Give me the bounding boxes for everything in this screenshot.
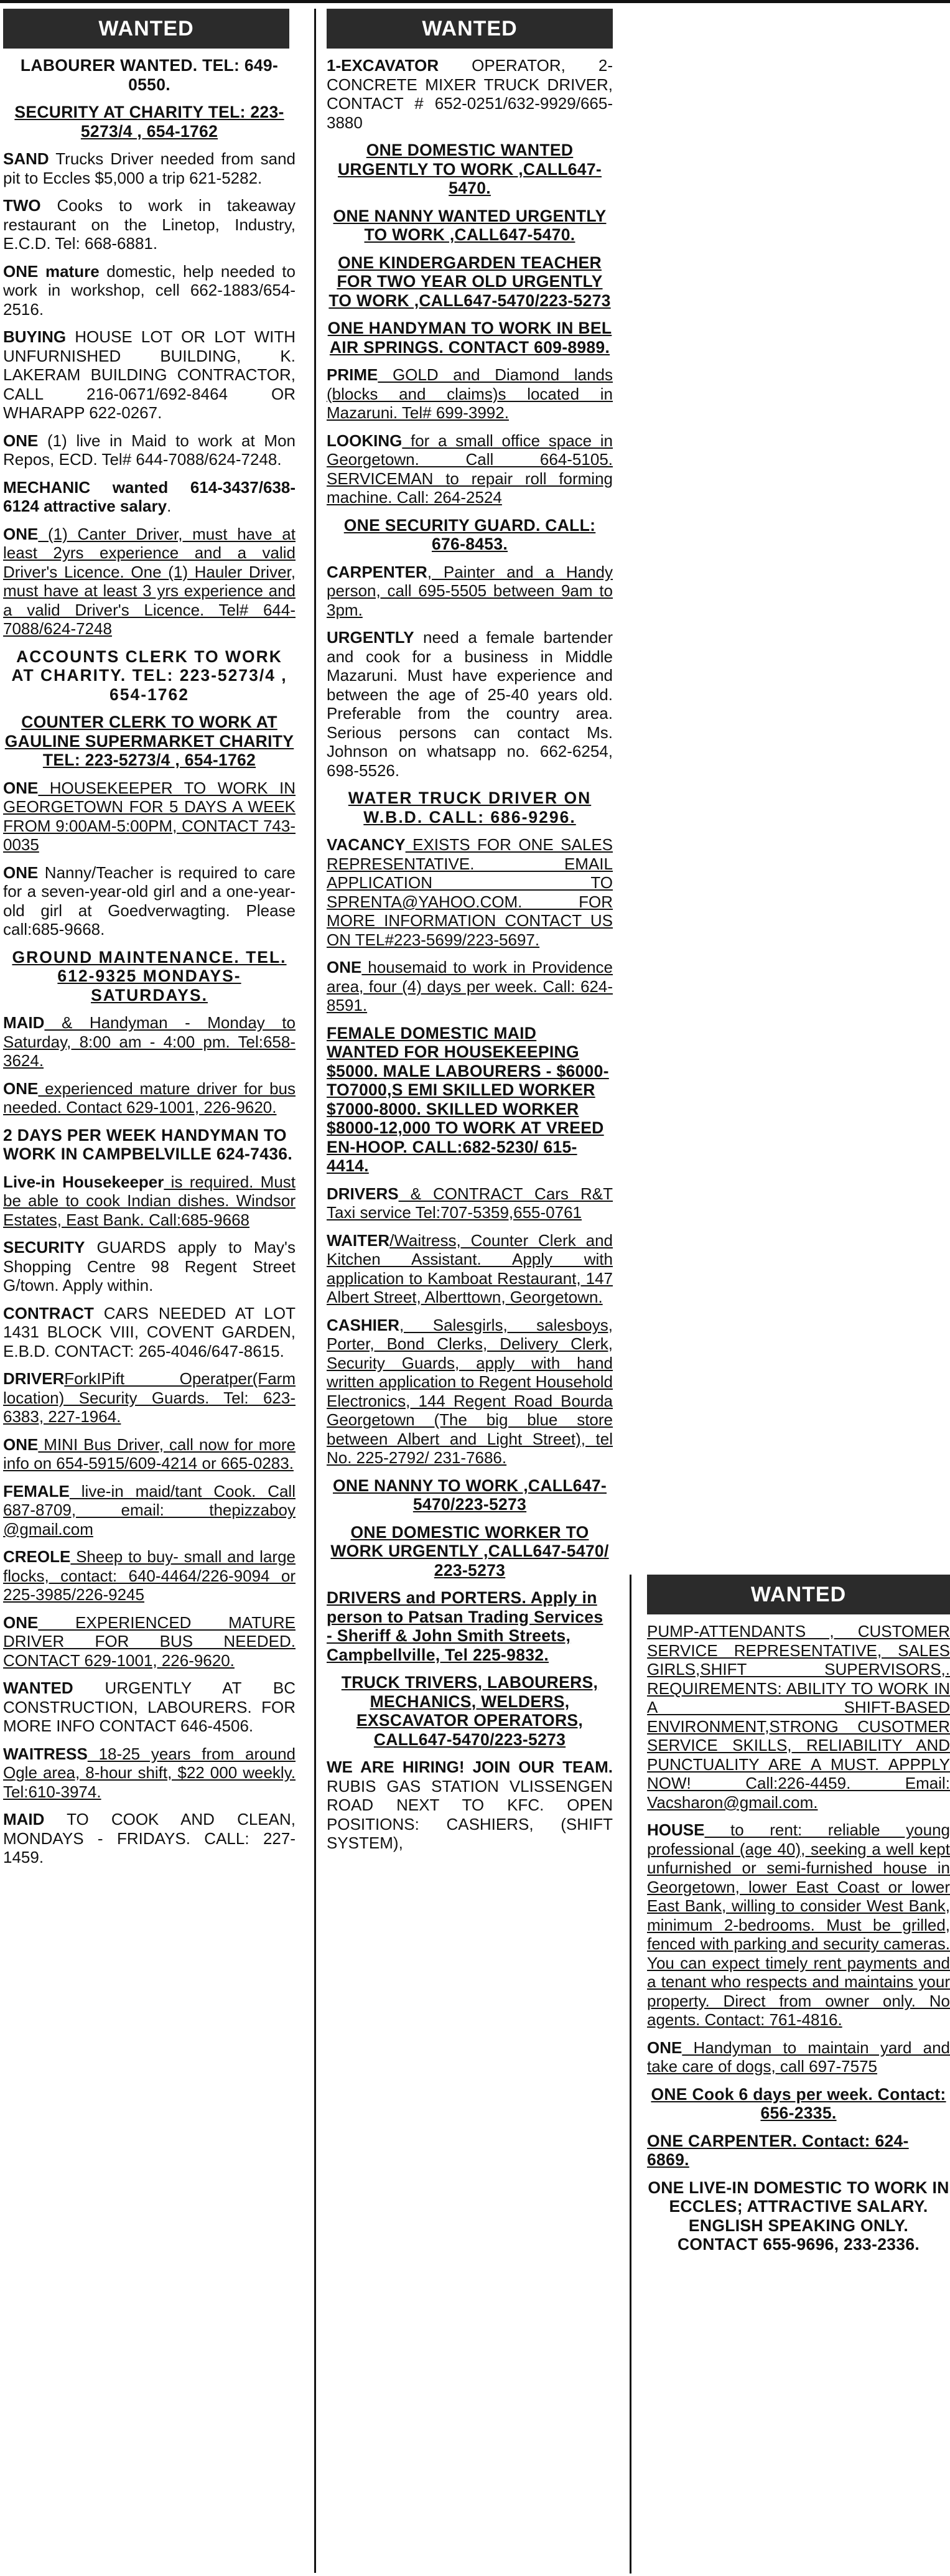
ad-lead-word: CASHIER <box>327 1315 400 1334</box>
classified-ad-bold <box>327 141 613 198</box>
ad-text: OPERATOR, 2- CONCRETE MIXER TRUCK DRIVER, CONTACT # 652-0251/632-9929/665-3880 <box>327 56 613 132</box>
ad-text: housemaid to work in Providence area, four (4) days per week. Call: 624-8591. <box>327 958 613 1014</box>
ad-lead-word: ONE <box>3 863 39 882</box>
classified-ad-bold <box>327 1024 613 1176</box>
classified-ad <box>3 1482 296 1539</box>
classified-ad <box>647 1820 950 2030</box>
classified-ad-bold <box>647 2132 950 2170</box>
classified-ad <box>327 835 613 949</box>
ad-text: /Waitress, Counter Clerk and Kitchen Assistant. Apply with application to Kamboat Restaurant, 147 Albert Street, Alberttown, Georgetown. <box>327 1230 613 1306</box>
classified-ad-bold <box>3 56 296 94</box>
ad-text: ONE NANNY WANTED URGENTLY TO WORK ,CALL647-5470. <box>333 206 607 244</box>
ad-text: is required. Must be able to cook Indian dishes. Windsor Estates, East Bank. Call:685-9668 <box>3 1172 296 1229</box>
classified-ad <box>3 1810 296 1867</box>
ad-text: need a female bartender and cook for a business in Middle Mazaruni. Must have experience and between the age of 25-40 years old. Preferable from the country area. Serious persons can contact Ms. Johnson on whatsapp no. 662-6254, 698-5526. <box>327 628 613 780</box>
classified-ad <box>3 1547 296 1604</box>
classified-ad <box>327 1184 613 1222</box>
ad-lead-word: MAID <box>3 1810 45 1829</box>
ad-text: MINI Bus Driver, call now for more info on 654-5915/609-4214 or 665-0283. <box>3 1435 296 1473</box>
ad-text: PUMP-ATTENDANTS , CUSTOMER SERVICE REPRESENTATIVE, SALES GIRLS,SHIFT SUPERVISORS,. REQUIREMENTS: ABILITY TO WORK IN A SHIFT-BASED ENVIRONMENT,STRONG CUSOTMER SERVICE SKILLS, RELIABILITY AND PUNCTUALITY ARE A MUST. APPPLY NOW! Call:226-4459. Email: Vacsharon@gmail.com. <box>647 1622 950 1812</box>
classified-ad <box>3 779 296 855</box>
classified-ad-bold <box>3 713 296 770</box>
ad-lead-word: ONE <box>3 1435 39 1454</box>
ad-text: CARS NEEDED AT LOT 1431 BLOCK VIII, COVENT GARDEN, E.B.D. CONTACT: 265-4046/647-8615. <box>3 1303 296 1361</box>
ad-text: EXPERIENCED MATURE DRIVER FOR BUS NEEDED. CONTACT 629-1001, 226-9620. <box>3 1613 296 1670</box>
classified-ad <box>3 327 296 423</box>
ad-text: & Handyman - Monday to Saturday, 8:00 am - 4:00 pm. Tel:658-3624. <box>3 1013 296 1070</box>
ad-text: ONE DOMESTIC WORKER TO WORK URGENTLY ,CALL647-5470/ 223-5273 <box>330 1522 609 1580</box>
ad-text: ACCOUNTS CLERK TO WORK AT CHARITY. TEL: 223-5273/4 , 654-1762 <box>11 647 287 704</box>
classified-ad <box>3 149 296 187</box>
classified-ad-bold <box>327 319 613 357</box>
ad-lead-word: WANTED <box>3 1679 73 1697</box>
ad-lead-word: ONE <box>3 1079 39 1098</box>
ad-text: ForkIPift Operatper(Farm location) Security Guards. Tel: 623-6383, 227-1964. <box>3 1369 296 1426</box>
ad-text: ONE LIVE-IN DOMESTIC TO WORK IN ECCLES; ATTRACTIVE SALARY. ENGLISH SPEAKING ONLY. CONTACT 655-9696, 233-2336. <box>648 2178 949 2254</box>
classified-ad-bold <box>3 1126 296 1164</box>
classified-ad <box>3 196 296 253</box>
ad-lead-word: ONE <box>3 431 39 450</box>
ad-text: COUNTER CLERK TO WORK AT GAULINE SUPERMARKET CHARITY TEL: 223-5273/4 , 654-1762 <box>4 713 294 769</box>
ad-lead-word: SECURITY <box>3 1238 85 1257</box>
ad-text: ONE Cook 6 days per week. Contact: 656-2335. <box>651 2084 946 2122</box>
top-border <box>0 0 950 3</box>
ad-lead-word: CREOLE <box>3 1547 71 1566</box>
ad-text: ONE SECURITY GUARD. CALL: 676-8453. <box>343 515 596 553</box>
classifieds-column-1 <box>3 9 296 2573</box>
ad-text: 18-25 years from around Ogle area, 8-hour shift, $22 000 weekly. Tel:610-3974. <box>3 1744 296 1801</box>
ad-text: HOUSE LOT OR LOT WITH UNFURNISHED BUILDING, K. LAKERAM BUILDING CONTRACTOR, CALL 216-0671/692-8464 OR WHARAPP 622-0267. <box>3 327 296 422</box>
ad-lead-word: WAITER <box>327 1230 390 1250</box>
ad-text: & CONTRACT Cars R&T Taxi service Tel:707-5359,655-0761 <box>327 1184 613 1222</box>
ad-text: GOLD and Diamond lands (blocks and claims)s located in Mazaruni. Tel# 699-3992. <box>327 365 613 422</box>
ad-lead-word: ONE mature <box>3 261 100 281</box>
classified-ad-bold <box>327 789 613 827</box>
ad-text: , Painter and a Handy person, call 695-5505 between 9am to 3pm. <box>327 562 613 619</box>
ad-text: . <box>167 497 172 515</box>
classified-ad <box>3 863 296 939</box>
column-divider <box>314 9 316 2573</box>
ad-lead-word: ONE <box>647 2038 682 2057</box>
classified-ad <box>3 1435 296 1473</box>
ad-text: , Salesgirls, salesboys, Porter, Bond Clerks, Delivery Clerk, Security Guards, apply with hand written application to Regent Household Electronics, 144 Regent Road Bourda Georgetown (The big blue store between Albert and Light Street), tel No. 225-2792/ 231-7686. <box>327 1315 613 1467</box>
classified-ad <box>327 563 613 620</box>
classified-ad <box>3 525 296 639</box>
ad-text: FEMALE DOMESTIC MAID WANTED FOR HOUSEKEEPING $5000. MALE LABOURERS - $6000-TO7000,S EMI SKILLED WORKER $7000-8000. SKILLED WORKER $8000-12,000 TO WORK AT VREED EN-HOOP. CALL:682-5230/ 615-4414. <box>327 1023 609 1175</box>
ad-text: experienced mature driver for bus needed. Contact 629-1001, 226-9620. <box>3 1079 296 1117</box>
ad-text: ONE DOMESTIC WANTED URGENTLY TO WORK ,CALL647-5470. <box>338 141 602 197</box>
ad-lead-word: ONE <box>3 524 39 543</box>
ad-text: GUARDS apply to May's Shopping Centre 98 Regent Street G/town. Apply within. <box>3 1238 296 1295</box>
classified-ad <box>327 628 613 780</box>
ad-lead-word: ONE <box>3 1613 39 1632</box>
ads-list <box>647 1622 950 2254</box>
ad-lead-word: Live-in Housekeeper <box>3 1172 164 1191</box>
ad-lead-word: DRIVERS <box>327 1184 399 1203</box>
classified-ad-bold <box>327 516 613 554</box>
ad-text: Handyman to maintain yard and take care of dogs, call 697-7575 <box>647 2038 950 2076</box>
classified-ad <box>3 1013 296 1070</box>
classified-ad-bold <box>327 253 613 311</box>
ad-text: GROUND MAINTENANCE. TEL. 612-9325 MONDAYS-SATURDAYS. <box>12 947 287 1005</box>
ad-lead-word: TWO <box>3 196 41 215</box>
column-divider <box>630 1575 631 2574</box>
ad-text: LABOURER WANTED. TEL: 649-0550. <box>20 56 279 94</box>
ad-lead-word: FEMALE <box>3 1481 70 1501</box>
ad-text: Cooks to work in takeaway restaurant on the Linetop, Industry, E.C.D. Tel: 668-6881. <box>3 196 296 253</box>
classified-ad <box>327 1316 613 1468</box>
classified-ad <box>3 1173 296 1230</box>
ad-lead-word: SAND <box>3 149 49 168</box>
classified-ad <box>3 431 296 469</box>
ad-text: TO COOK AND CLEAN, MONDAYS - FRIDAYS. CALL: 227-1459. <box>3 1810 296 1866</box>
ad-lead-word: WE ARE HIRING! JOIN OUR TEAM. <box>327 1758 613 1776</box>
classified-ad <box>3 1304 296 1361</box>
wanted-header: WANTED <box>647 1575 950 1614</box>
wanted-header: WANTED <box>3 9 289 49</box>
classifieds-column-2 <box>327 9 613 2573</box>
ad-lead-word: VACANCY <box>327 835 406 854</box>
ads-list <box>3 56 296 1867</box>
ad-lead-word: DRIVER <box>3 1369 65 1388</box>
ad-lead-word: HOUSE <box>647 1820 705 1839</box>
ad-lead-word: MAID <box>3 1013 45 1032</box>
ad-text: (1) live in Maid to work at Mon Repos, ECD. Tel# 644-7088/624-7248. <box>3 431 296 469</box>
ad-text: ONE CARPENTER. Contact: 624-6869. <box>647 2131 909 2169</box>
classified-ad <box>327 56 613 132</box>
ad-lead-word: WAITRESS <box>3 1744 88 1763</box>
ad-lead-word: 1-EXCAVATOR <box>327 56 439 75</box>
classified-ad <box>327 1231 613 1307</box>
ad-text: TRUCK TRIVERS, LABOURERS, MECHANICS, WELDERS, EXSCAVATOR OPERATORS, CALL647-5470/223-5273 <box>341 1673 598 1749</box>
ad-text: RUBIS GAS STATION VLISSENGEN ROAD NEXT TO KFC. OPEN POSITIONS: CASHIERS, (SHIFT SYSTEM), <box>327 1776 613 1852</box>
ad-lead-word: CONTRACT <box>3 1303 94 1323</box>
ad-lead-word: MECHANIC wanted 614-3437/638-6124 attractive salary <box>3 477 296 515</box>
classified-ad-bold <box>3 103 296 141</box>
ad-lead-word: BUYING <box>3 327 67 346</box>
classified-ad <box>3 1369 296 1426</box>
ad-text: DRIVERS and PORTERS. Apply in person to Patsan Trading Services - Sheriff & John Smith Streets, Campbellville, Tel 225-9832. <box>327 1588 603 1664</box>
ad-text: SECURITY AT CHARITY TEL: 223-5273/4 , 654-1762 <box>14 103 284 141</box>
ad-text: for a small office space in Georgetown. Call 664-5105. SERVICEMAN to repair roll forming machine. Call: 264-2524 <box>327 431 613 507</box>
classified-ad <box>647 1622 950 1812</box>
classified-ad <box>327 431 613 507</box>
classified-ad <box>3 1745 296 1802</box>
ad-text: to rent: reliable young professional (age 40), seeking a well kept unfurnished or semi-furnished house in Georgetown, lower East Coast or lower East Bank, willing to consider West Bank, minimum 2-bedrooms. Must be grilled, fenced with parking and security cameras. You can expect timely rent payments and a tenant who respects and maintains your property. Direct from owner only. No agents. Contact: 761-4816. <box>647 1820 950 2029</box>
ad-text: URGENTLY AT BC CONSTRUCTION, LABOURERS. FOR MORE INFO CONTACT 646-4506. <box>3 1679 296 1735</box>
ad-lead-word: ONE <box>3 778 39 797</box>
classified-ad-bold <box>327 1588 613 1664</box>
classified-ad <box>327 958 613 1015</box>
classified-ad <box>3 1079 296 1117</box>
ad-text: 2 DAYS PER WEEK HANDYMAN TO WORK IN CAMPBELVILLE 624-7436. <box>3 1125 292 1163</box>
ad-text: Sheep to buy- small and large flocks, contact: 640-4464/226-9094 or 225-3985/226-9245 <box>3 1547 296 1604</box>
classified-ad <box>3 262 296 319</box>
ads-list <box>327 56 613 1853</box>
ad-lead-word: LOOKING <box>327 431 403 450</box>
ad-text: WATER TRUCK DRIVER ON W.B.D. CALL: 686-9296. <box>348 789 592 827</box>
classified-ad-bold <box>327 1523 613 1580</box>
classifieds-column-3 <box>647 1575 950 2574</box>
classified-ad <box>3 478 296 516</box>
ad-text: domestic, help needed to work in workshop, cell 662-1883/654-2516. <box>3 261 296 319</box>
classified-ad <box>327 1758 613 1853</box>
classified-ad-bold <box>647 2085 950 2123</box>
ad-text: ONE HANDYMAN TO WORK IN BEL AIR SPRINGS. CONTACT 609-8989. <box>327 319 612 357</box>
classified-ad <box>647 2038 950 2076</box>
classified-ad-bold <box>327 207 613 245</box>
ad-text: Nanny/Teacher is required to care for a seven-year-old girl and a one-year-old girl at Goedverwagting. Please call:685-9668. <box>3 863 296 939</box>
ad-text: ONE KINDERGARDEN TEACHER FOR TWO YEAR OLD URGENTLY TO WORK ,CALL647-5470/223-5273 <box>328 253 611 310</box>
classified-ad <box>3 1613 296 1670</box>
ad-text: Trucks Driver needed from sand pit to Eccles $5,000 a trip 621-5282. <box>3 149 296 187</box>
classified-ad-bold <box>327 1476 613 1514</box>
ad-lead-word: ONE <box>327 958 362 977</box>
ad-text: HOUSEKEEPER TO WORK IN GEORGETOWN FOR 5 DAYS A WEEK FROM 9:00AM-5:00PM, CONTACT 743-0035 <box>3 778 296 854</box>
classified-ad-bold <box>327 1673 613 1749</box>
ad-text: ONE NANNY TO WORK ,CALL647-5470/223-5273 <box>333 1476 607 1514</box>
classified-ad-bold <box>3 948 296 1005</box>
wanted-header: WANTED <box>327 9 613 49</box>
ad-text: (1) Canter Driver, must have at least 2yrs experience and a valid Driver's Licence. One (1) Hauler Driver, must have at least 3 yrs experience and a valid Driver's Licence. Tel# 644-7088/624-7248 <box>3 524 296 638</box>
ad-text: EXISTS FOR ONE SALES REPRESENTATIVE. EMAIL APPLICATION TO SPRENTA@YAHOO.COM. FOR MORE INFORMATION CONTACT US ON TEL#223-5699/223-5697. <box>327 835 613 949</box>
classified-ad <box>3 1238 296 1295</box>
classified-ad-bold <box>647 2178 950 2254</box>
classified-ad <box>3 1679 296 1736</box>
ad-lead-word: URGENTLY <box>327 628 414 647</box>
ad-lead-word: CARPENTER <box>327 562 427 581</box>
ad-lead-word: PRIME <box>327 365 378 384</box>
classified-ad <box>327 365 613 423</box>
ad-text: live-in maid/tant Cook. Call 687-8709, email: thepizzaboy @gmail.com <box>3 1481 296 1539</box>
classified-ad-bold <box>3 647 296 705</box>
